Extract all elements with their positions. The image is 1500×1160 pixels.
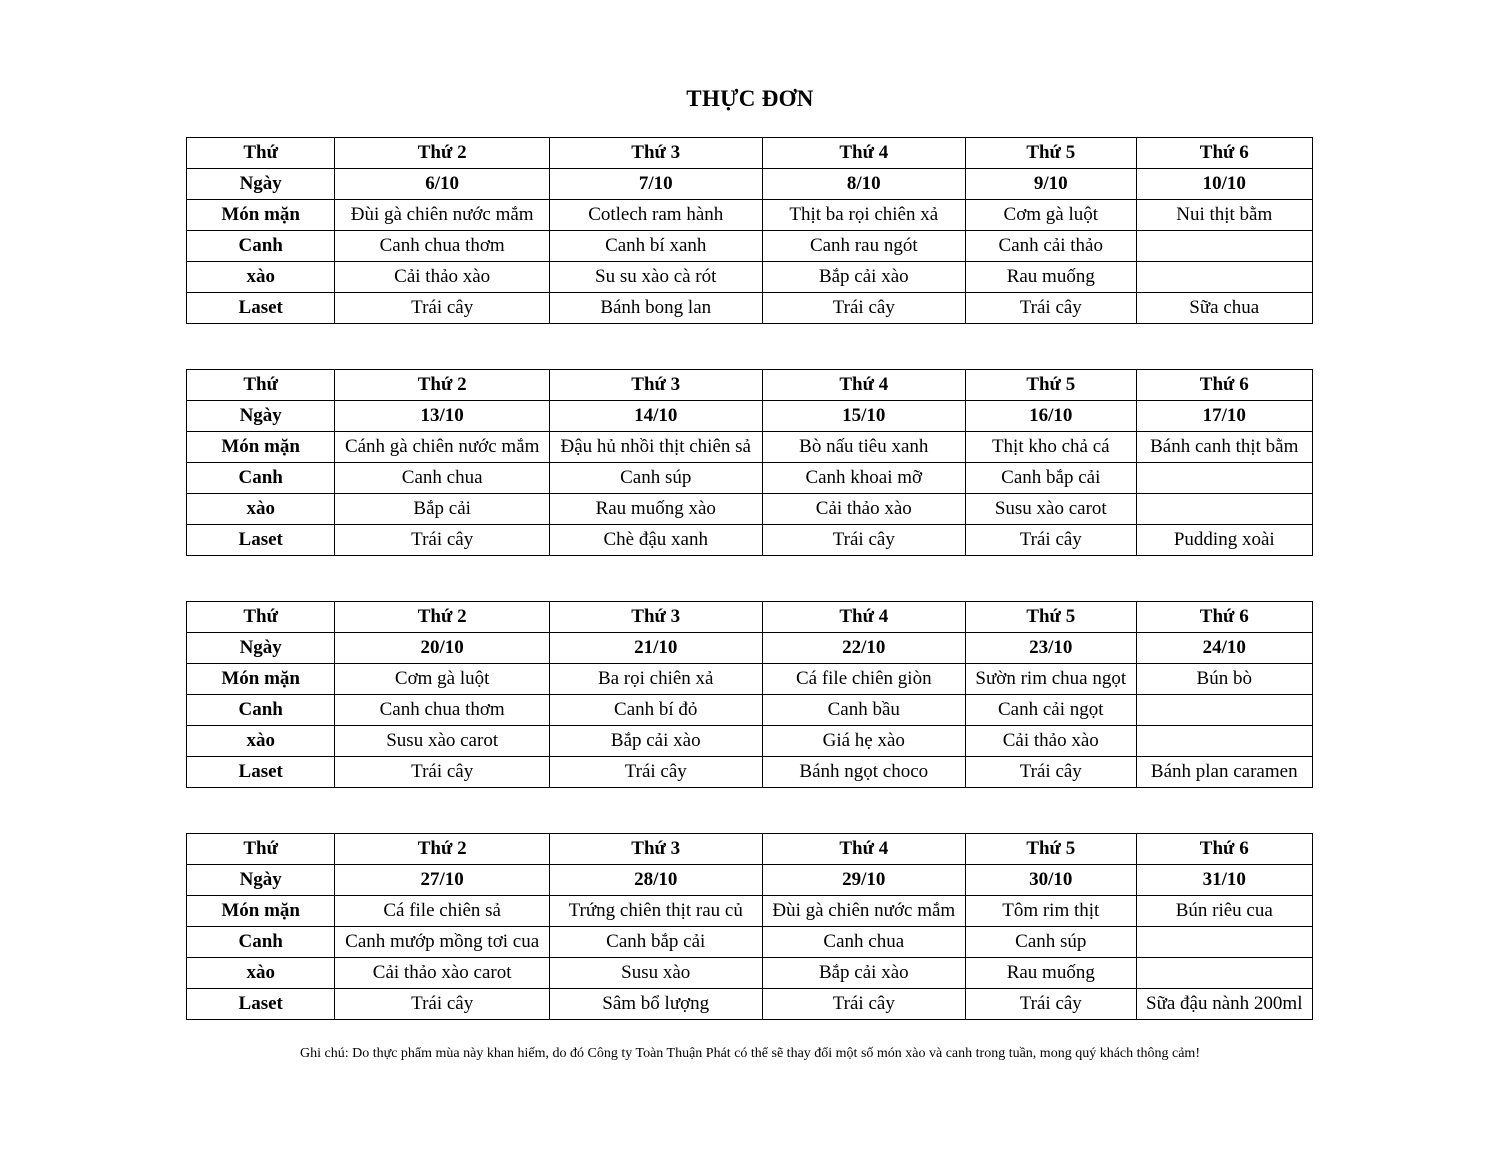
- menu-cell-ngay: 27/10: [335, 865, 550, 896]
- menu-cell-canh: [1136, 231, 1313, 262]
- menu-cell-canh: Canh chua thơm: [335, 231, 550, 262]
- menu-cell-xao: [1136, 726, 1313, 757]
- menu-row-canh: [187, 927, 1313, 958]
- menu-cell-mon-man: Trứng chiên thịt rau củ: [549, 896, 762, 927]
- menu-cell-canh: Canh bí xanh: [549, 231, 762, 262]
- menu-row-ngay: [187, 633, 1313, 664]
- menu-cell-ngay: 14/10: [549, 401, 762, 432]
- menu-cell-ngay: 29/10: [762, 865, 966, 896]
- row-label-xao: xào: [187, 726, 335, 757]
- menu-cell-thu: Thứ 6: [1136, 834, 1313, 865]
- menu-cell-thu: Thứ 2: [335, 602, 550, 633]
- menu-cell-xao: Susu xào carot: [966, 494, 1136, 525]
- menu-cell-laset: Bánh plan caramen: [1136, 757, 1313, 788]
- menu-cell-ngay: 6/10: [335, 169, 550, 200]
- menu-cell-xao: Rau muống: [966, 262, 1136, 293]
- menu-cell-mon-man: Cá file chiên giòn: [762, 664, 966, 695]
- menu-cell-ngay: 21/10: [549, 633, 762, 664]
- menu-cell-thu: Thứ 2: [335, 834, 550, 865]
- menu-cell-mon-man: Đậu hủ nhồi thịt chiên sả: [549, 432, 762, 463]
- menu-cell-thu: Thứ 2: [335, 370, 550, 401]
- menu-row-mon-man: [187, 200, 1313, 231]
- row-label-mon-man: Món mặn: [187, 432, 335, 463]
- menu-row-canh: [187, 695, 1313, 726]
- menu-cell-mon-man: Thịt kho chả cá: [966, 432, 1136, 463]
- menu-cell-mon-man: Cotlech ram hành: [549, 200, 762, 231]
- menu-cell-laset: Trái cây: [966, 989, 1136, 1020]
- menu-cell-xao: Bắp cải xào: [762, 262, 966, 293]
- menu-cell-mon-man: Ba rọi chiên xả: [549, 664, 762, 695]
- row-label-xao: xào: [187, 262, 335, 293]
- menu-cell-ngay: 31/10: [1136, 865, 1313, 896]
- menu-cell-thu: Thứ 6: [1136, 138, 1313, 169]
- menu-cell-xao: Cải thảo xào: [966, 726, 1136, 757]
- menu-cell-mon-man: Đùi gà chiên nước mắm: [335, 200, 550, 231]
- menu-row-canh: [187, 231, 1313, 262]
- row-label-thu: Thứ: [187, 138, 335, 169]
- menu-cell-canh: Canh cải thảo: [966, 231, 1136, 262]
- menu-row-laset: [187, 293, 1313, 324]
- menu-cell-xao: Bắp cải xào: [762, 958, 966, 989]
- menu-row-xao: [187, 958, 1313, 989]
- menu-cell-canh: [1136, 927, 1313, 958]
- menu-row-laset: [187, 757, 1313, 788]
- menu-cell-laset: Trái cây: [966, 293, 1136, 324]
- menu-cell-thu: Thứ 6: [1136, 602, 1313, 633]
- menu-cell-ngay: 15/10: [762, 401, 966, 432]
- row-label-xao: xào: [187, 494, 335, 525]
- menu-row-laset: [187, 989, 1313, 1020]
- menu-cell-ngay: 30/10: [966, 865, 1136, 896]
- menu-table-week-1: [186, 137, 1313, 324]
- row-label-ngay: Ngày: [187, 401, 335, 432]
- menu-cell-xao: [1136, 494, 1313, 525]
- menu-cell-ngay: 23/10: [966, 633, 1136, 664]
- row-label-mon-man: Món mặn: [187, 896, 335, 927]
- menu-cell-laset: Trái cây: [966, 757, 1136, 788]
- menu-row-thu: [187, 138, 1313, 169]
- menu-cell-thu: Thứ 3: [549, 138, 762, 169]
- menu-cell-laset: Trái cây: [549, 757, 762, 788]
- row-label-canh: Canh: [187, 231, 335, 262]
- menu-cell-canh: Canh bí đỏ: [549, 695, 762, 726]
- menu-cell-laset: Sữa đậu nành 200ml: [1136, 989, 1313, 1020]
- menu-cell-xao: Susu xào carot: [335, 726, 550, 757]
- menu-cell-xao: Rau muống xào: [549, 494, 762, 525]
- menu-cell-ngay: 22/10: [762, 633, 966, 664]
- menu-cell-xao: Bắp cải xào: [549, 726, 762, 757]
- row-label-canh: Canh: [187, 695, 335, 726]
- menu-cell-canh: Canh bắp cải: [966, 463, 1136, 494]
- menu-cell-laset: Trái cây: [966, 525, 1136, 556]
- menu-cell-canh: Canh chua: [335, 463, 550, 494]
- menu-cell-thu: Thứ 2: [335, 138, 550, 169]
- menu-cell-mon-man: Sườn rim chua ngọt: [966, 664, 1136, 695]
- menu-cell-thu: Thứ 5: [966, 834, 1136, 865]
- row-label-thu: Thứ: [187, 602, 335, 633]
- menu-cell-laset: Trái cây: [335, 989, 550, 1020]
- menu-row-ngay: [187, 401, 1313, 432]
- menu-cell-xao: Cải thảo xào: [335, 262, 550, 293]
- row-label-laset: Laset: [187, 525, 335, 556]
- menu-row-thu: [187, 602, 1313, 633]
- menu-row-mon-man: [187, 664, 1313, 695]
- row-label-canh: Canh: [187, 927, 335, 958]
- menu-cell-xao: Rau muống: [966, 958, 1136, 989]
- menu-cell-thu: Thứ 6: [1136, 370, 1313, 401]
- menu-cell-thu: Thứ 4: [762, 370, 966, 401]
- menu-cell-mon-man: Bò nấu tiêu xanh: [762, 432, 966, 463]
- row-label-laset: Laset: [187, 757, 335, 788]
- menu-cell-mon-man: Bún riêu cua: [1136, 896, 1313, 927]
- menu-cell-laset: Trái cây: [335, 525, 550, 556]
- menu-cell-thu: Thứ 5: [966, 602, 1136, 633]
- menu-row-canh: [187, 463, 1313, 494]
- row-label-canh: Canh: [187, 463, 335, 494]
- menu-cell-ngay: 8/10: [762, 169, 966, 200]
- menu-cell-mon-man: Cá file chiên sả: [335, 896, 550, 927]
- menu-cell-xao: Susu xào: [549, 958, 762, 989]
- menu-row-ngay: [187, 169, 1313, 200]
- row-label-mon-man: Món mặn: [187, 664, 335, 695]
- menu-cell-laset: Bánh bong lan: [549, 293, 762, 324]
- menu-table-week-3: [186, 601, 1313, 788]
- menu-cell-ngay: 10/10: [1136, 169, 1313, 200]
- menu-row-ngay: [187, 865, 1313, 896]
- menu-cell-laset: Trái cây: [762, 293, 966, 324]
- menu-cell-canh: Canh mướp mồng tơi cua: [335, 927, 550, 958]
- menu-cell-laset: Trái cây: [762, 989, 966, 1020]
- menu-cell-thu: Thứ 4: [762, 834, 966, 865]
- row-label-thu: Thứ: [187, 370, 335, 401]
- menu-row-xao: [187, 262, 1313, 293]
- menu-table-week-2: [186, 369, 1313, 556]
- menu-cell-laset: Sâm bổ lượng: [549, 989, 762, 1020]
- menu-cell-canh: Canh súp: [549, 463, 762, 494]
- menu-cell-thu: Thứ 5: [966, 370, 1136, 401]
- menu-cell-ngay: 9/10: [966, 169, 1136, 200]
- menu-cell-canh: Canh khoai mỡ: [762, 463, 966, 494]
- menu-cell-xao: Cải thảo xào carot: [335, 958, 550, 989]
- menu-cell-canh: Canh cải ngọt: [966, 695, 1136, 726]
- page-title: THỰC ĐƠN: [686, 86, 814, 111]
- menu-cell-laset: Chè đậu xanh: [549, 525, 762, 556]
- menu-cell-mon-man: Cơm gà luột: [335, 664, 550, 695]
- menu-cell-ngay: 24/10: [1136, 633, 1313, 664]
- menu-cell-ngay: 13/10: [335, 401, 550, 432]
- menu-cell-ngay: 20/10: [335, 633, 550, 664]
- menu-cell-thu: Thứ 3: [549, 834, 762, 865]
- row-label-laset: Laset: [187, 989, 335, 1020]
- menu-cell-thu: Thứ 4: [762, 602, 966, 633]
- menu-row-mon-man: [187, 432, 1313, 463]
- menu-cell-canh: Canh rau ngót: [762, 231, 966, 262]
- menu-cell-canh: [1136, 695, 1313, 726]
- menu-cell-ngay: 17/10: [1136, 401, 1313, 432]
- menu-cell-laset: Bánh ngọt choco: [762, 757, 966, 788]
- menu-cell-thu: Thứ 4: [762, 138, 966, 169]
- menu-cell-mon-man: Bánh canh thịt bằm: [1136, 432, 1313, 463]
- menu-cell-canh: Canh bắp cải: [549, 927, 762, 958]
- menu-cell-ngay: 16/10: [966, 401, 1136, 432]
- menu-cell-laset: Trái cây: [335, 293, 550, 324]
- menu-row-xao: [187, 494, 1313, 525]
- menu-cell-mon-man: Đùi gà chiên nước mắm: [762, 896, 966, 927]
- row-label-ngay: Ngày: [187, 633, 335, 664]
- menu-cell-thu: Thứ 3: [549, 370, 762, 401]
- menu-cell-canh: Canh bầu: [762, 695, 966, 726]
- menu-cell-xao: [1136, 958, 1313, 989]
- row-label-xao: xào: [187, 958, 335, 989]
- row-label-ngay: Ngày: [187, 865, 335, 896]
- menu-cell-laset: Trái cây: [335, 757, 550, 788]
- menu-cell-canh: Canh chua thơm: [335, 695, 550, 726]
- menu-cell-xao: Bắp cải: [335, 494, 550, 525]
- menu-row-thu: [187, 834, 1313, 865]
- menu-row-laset: [187, 525, 1313, 556]
- row-label-thu: Thứ: [187, 834, 335, 865]
- row-label-mon-man: Món mặn: [187, 200, 335, 231]
- row-label-ngay: Ngày: [187, 169, 335, 200]
- menu-cell-xao: [1136, 262, 1313, 293]
- menu-cell-xao: Giá hẹ xào: [762, 726, 966, 757]
- menu-cell-mon-man: Bún bò: [1136, 664, 1313, 695]
- menu-cell-canh: [1136, 463, 1313, 494]
- menu-cell-canh: Canh chua: [762, 927, 966, 958]
- menu-cell-canh: Canh súp: [966, 927, 1136, 958]
- menu-cell-mon-man: Tôm rim thịt: [966, 896, 1136, 927]
- menu-row-xao: [187, 726, 1313, 757]
- menu-cell-thu: Thứ 5: [966, 138, 1136, 169]
- menu-cell-mon-man: Cánh gà chiên nước mắm: [335, 432, 550, 463]
- menu-cell-laset: Trái cây: [762, 525, 966, 556]
- menu-cell-laset: Pudding xoài: [1136, 525, 1313, 556]
- menu-cell-thu: Thứ 3: [549, 602, 762, 633]
- menu-cell-laset: Sữa chua: [1136, 293, 1313, 324]
- menu-cell-xao: Cải thảo xào: [762, 494, 966, 525]
- menu-row-thu: [187, 370, 1313, 401]
- row-label-laset: Laset: [187, 293, 335, 324]
- menu-row-mon-man: [187, 896, 1313, 927]
- footer-note: Ghi chú: Do thực phẩm mùa này khan hiếm, do đó Công ty Toàn Thuận Phát có thể sẽ thay đổi một số món xào và canh trong tuần, mong quý khách thông cảm!: [300, 1046, 1200, 1061]
- menu-cell-xao: Su su xào cà rót: [549, 262, 762, 293]
- menu-cell-ngay: 7/10: [549, 169, 762, 200]
- menu-cell-mon-man: Cơm gà luột: [966, 200, 1136, 231]
- menu-table-week-4: [186, 833, 1313, 1020]
- menu-cell-ngay: 28/10: [549, 865, 762, 896]
- menu-cell-mon-man: Nui thịt bằm: [1136, 200, 1313, 231]
- menu-cell-mon-man: Thịt ba rọi chiên xả: [762, 200, 966, 231]
